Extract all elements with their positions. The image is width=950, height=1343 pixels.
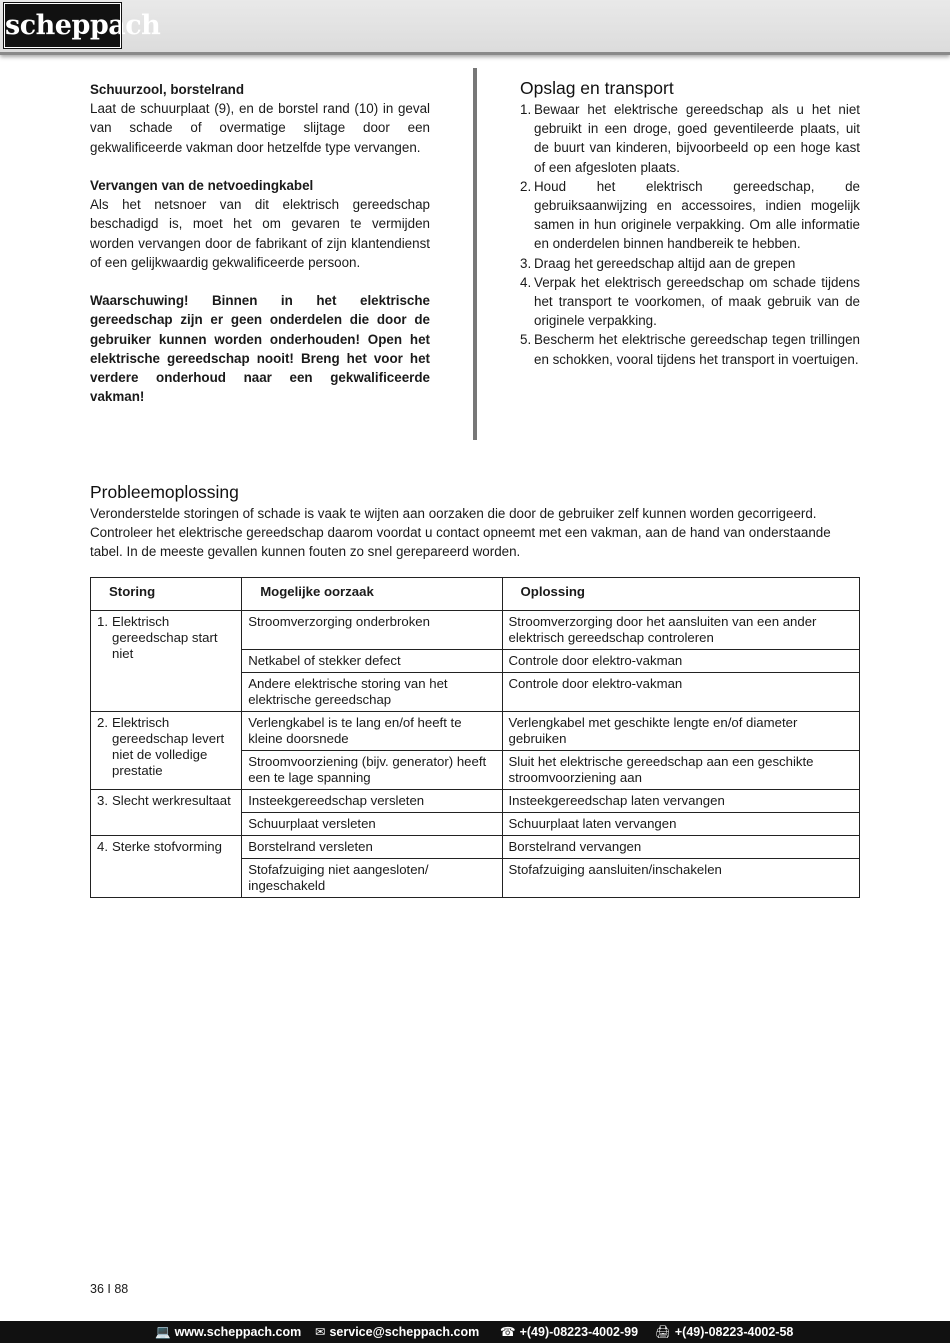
cause-cell: Netkabel of stekker defect (242, 650, 502, 673)
section-heading-sanding: Schuurzool, borstelrand (90, 82, 245, 97)
section-text-sanding: Laat de schuurplaat (9), en de borstel rand (10) in geval van schade of overmatige slijtage door een gekwalificeerde vakman door hetzelfde type vervangen. (90, 101, 430, 155)
list-item: 4. Verpak het elektrisch gereedschap om schade tijdens het transport te voorkomen, of maak gebruik van de originele verpakking. (520, 274, 860, 329)
cause-cell: Verlengkabel is te lang en/of heeft te kleine doorsnede (242, 712, 502, 751)
section-heading-cable: Vervangen van de netvoedingkabel (90, 178, 314, 193)
footer-fax[interactable]: 🖨 +(49)-08223-4002-58 (655, 1325, 794, 1339)
cause-cell: Andere elektrische storing van het elektrische gereedschap (242, 673, 502, 712)
header-cause: Mogelijke oorzaak (242, 578, 502, 611)
cause-cell: Schuurplaat versleten (242, 813, 502, 836)
page-header (0, 0, 950, 55)
solution-cell: Stofafzuiging aansluiten/inschakelen (502, 859, 859, 898)
troubleshooting-title: Probleemoplossing (90, 482, 239, 502)
table-row (91, 712, 860, 751)
list-item: 3. Draag het gereedschap altijd aan de grepen (520, 255, 796, 271)
storing-cell: 4. Sterke stofvorming (91, 836, 242, 898)
solution-cell: Controle door elektro-vakman (502, 673, 859, 712)
storage-title: Opslag en transport (520, 78, 674, 98)
solution-cell: Stroomverzorging door het aansluiten van een ander elektrisch gereedschap controleren (502, 611, 859, 650)
cause-cell: Borstelrand versleten (242, 836, 502, 859)
computer-icon: 💻 (155, 1325, 171, 1339)
solution-cell: Sluit het elektrische gereedschap aan een geschikte stroomvoorziening aan (502, 751, 859, 790)
troubleshooting-intro: Veronderstelde storingen of schade is vaak te wijten aan oorzaken die door de gebruiker zelf kunnen worden gecorrigeerd. Controleer het elektrische gereedschap daarom voordat u contact opneemt met een vakman, aan de hand van onderstaande tabel. In de meeste gevallen kunnen fouten zo snel gerepareerd worden. (90, 506, 831, 560)
cause-cell: Insteekgereedschap versleten (242, 790, 502, 813)
warning-text: Waarschuwing! Binnen in het elektrische gereedschap zijn er geen onderdelen die door de gebruiker kunnen worden onderhouden! Open het elektrische gereedschap nooit! Breng het voor het verdere onderhoud naar een gekwalificeerde vakman! (90, 293, 430, 405)
section-text-cable: Als het netsnoer van dit elektrisch gereedschap beschadigd is, moet het om gevaren te vermijden worden vervangen door de fabrikant of zijn klantendienst of een gelijkwaardig gekwalificeerde persoon. (90, 197, 430, 270)
page-number: 36 I 88 (90, 1282, 129, 1296)
solution-cell: Schuurplaat laten vervangen (502, 813, 859, 836)
storage-list (520, 100, 860, 369)
table-row (91, 790, 860, 813)
solution-cell: Verlengkabel met geschikte lengte en/of diameter gebruiken (502, 712, 859, 751)
list-item: 5. Bescherm het elektrische gereedschap tegen trillingen en schokken, vooral tijdens het transport in voertuigen. (520, 332, 860, 367)
header-solution: Oplossing (502, 578, 859, 611)
footer-web[interactable]: 💻 www.scheppach.com (155, 1325, 302, 1339)
cause-cell: Stroomverzorging onderbroken (242, 611, 502, 650)
troubleshooting-table (90, 577, 860, 898)
storing-cell: 2. Elektrisch gereedschap levert niet de volledige prestatie (91, 712, 242, 790)
maintenance-column (90, 80, 430, 406)
cause-cell: Stofafzuiging niet aangesloten/ ingeschakeld (242, 859, 502, 898)
troubleshooting-section (90, 480, 860, 562)
footer-email[interactable]: ✉ service@scheppach.com (315, 1325, 480, 1339)
storing-cell: 1. Elektrisch gereedschap start niet (91, 611, 242, 712)
solution-cell: Borstelrand vervangen (502, 836, 859, 859)
list-item: 1. Bewaar het elektrische gereedschap als u het niet gebruikt in een droge, goed geventileerde plaats, uit de buurt van kinderen, bijvoorbeeld op een hoge kast of een afgesloten plaats. (520, 102, 860, 175)
column-divider (473, 68, 477, 440)
table-header-row (91, 578, 860, 611)
storing-cell: 3. Slecht werkresultaat (91, 790, 242, 836)
table-row (91, 836, 860, 859)
storage-column (520, 76, 860, 369)
table-row (91, 611, 860, 650)
cause-cell: Stroomvoorziening (bijv. generator) heeft een te lage spanning (242, 751, 502, 790)
scheppach-logo[interactable]: scheppach (4, 3, 121, 48)
list-item: 2. Houd het elektrisch gereedschap, de gebruiksaanwijzing en accessoires, indien mogelijk samen in hun originele verpakking. Om alle informatie en onderdelen binnen handbereik te hebben. (520, 178, 860, 252)
header-storing: Storing (91, 578, 242, 611)
phone-icon: ☎ (500, 1325, 516, 1339)
fax-icon: 🖨 (655, 1325, 671, 1339)
mail-icon: ✉ (315, 1325, 326, 1339)
solution-cell: Controle door elektro-vakman (502, 650, 859, 673)
solution-cell: Insteekgereedschap laten vervangen (502, 790, 859, 813)
footer-phone[interactable]: ☎ +(49)-08223-4002-99 (500, 1325, 639, 1339)
page-footer (0, 1321, 950, 1343)
